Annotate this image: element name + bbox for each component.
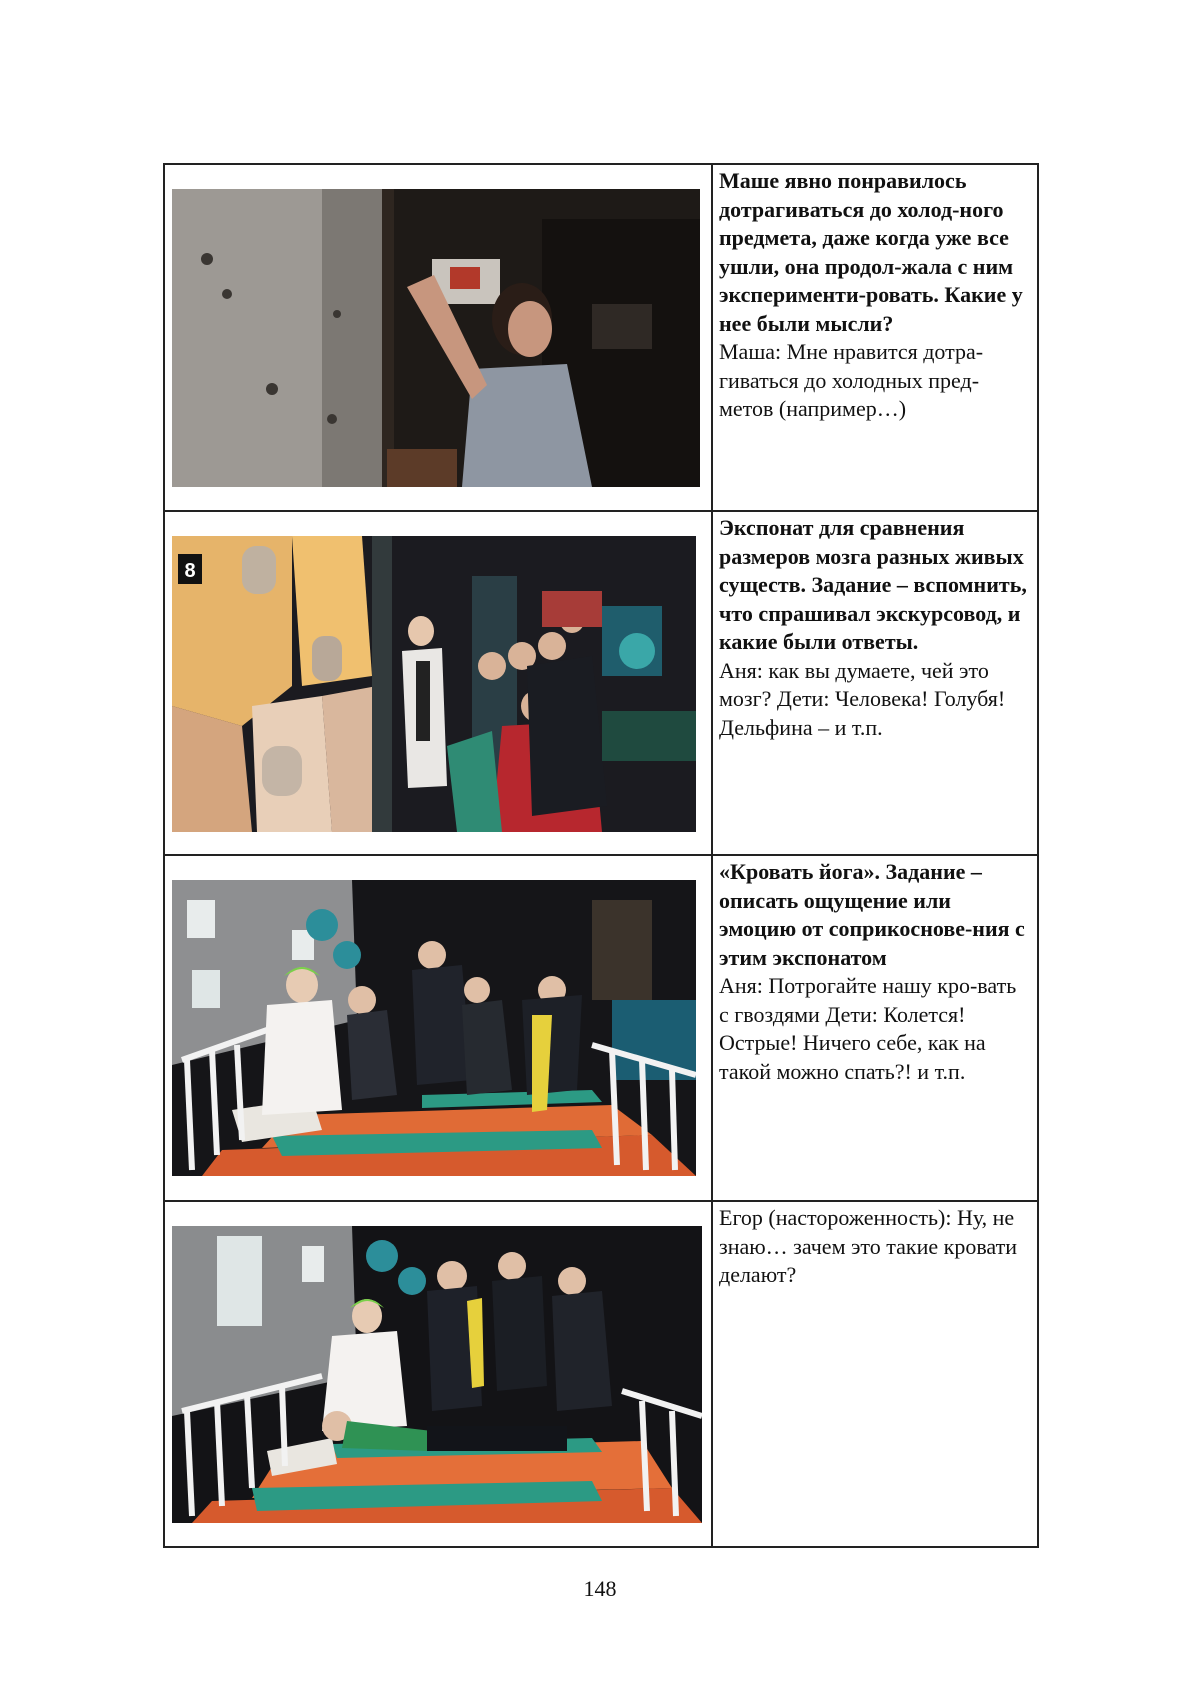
table-row (164, 164, 1038, 511)
text-cell (712, 511, 1038, 855)
content-table (163, 163, 1039, 1548)
text-cell (712, 855, 1038, 1201)
table-row (164, 511, 1038, 855)
table-row (164, 1201, 1038, 1547)
text-cell (712, 1201, 1038, 1547)
dialogue-text: Маша: Мне нравится дотра-гиваться до холодных пред-метов (например…) (719, 339, 984, 421)
image-cell (164, 1201, 712, 1547)
page-number: 148 (583, 1576, 617, 1601)
exhibit-number-label: 8 (184, 560, 196, 582)
task-text: «Кровать йога». Задание – описать ощущение или эмоцию от соприкоснове-ния с этим экспонатом (719, 859, 1025, 970)
dialogue-text: Аня: Потрогайте нашу кро-вать с гвоздями Дети: Колется! Острые! Ничего себе, как на такой можно спать?! и т.п. (719, 973, 1017, 1084)
task-text: Маше явно понравилось дотрагиваться до холод-ного предмета, даже когда уже все ушли, она продол-жала с ним эксперименти-ровать. Какие у нее были мысли? (719, 168, 1023, 336)
photo-yoga-bed-touching (172, 880, 696, 1176)
image-cell (164, 511, 712, 855)
image-cell (164, 855, 712, 1201)
table-row (164, 855, 1038, 1201)
photo-brain-exhibit (172, 536, 696, 832)
photo-boy-lying-on-yoga-bed (172, 1226, 702, 1523)
dialogue-text: Егор (настороженность): Ну, не знаю… зачем это такие кровати делают? (719, 1205, 1017, 1287)
image-cell (164, 164, 712, 511)
photo-girl-touching-cold-column (172, 189, 700, 487)
task-text: Экспонат для сравнения размеров мозга разных живых существ. Задание – вспомнить, что спрашивал экскурсовод, и какие были ответы. (719, 515, 1027, 654)
dialogue-text: Аня: как вы думаете, чей это мозг? Дети: Человека! Голубя! Дельфина – и т.п. (719, 657, 1006, 740)
text-cell (712, 164, 1038, 511)
